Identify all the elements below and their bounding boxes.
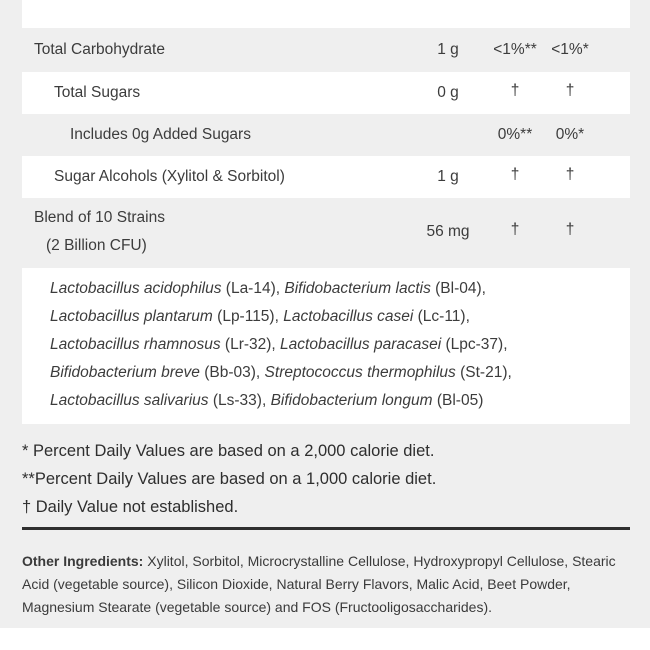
strain-name: Lactobacillus plantarum [50, 308, 213, 325]
nutrient-label: Sugar Alcohols (Xylitol & Sorbitol) [54, 168, 285, 185]
strain-line [50, 280, 486, 298]
daily-value-children: <1%** [493, 41, 537, 58]
row-added-sugars [22, 114, 630, 156]
other-ingredients-text: Xylitol, Sorbitol, Microcrystalline Cellulose, Hydroxypropyl Cellulose, Stearic Acid (vegetable source), Silicon Dioxide, Natural Berry Flavors, Malic Acid, Beet Powder, Magnesium Stearate (vegetable source) and FOS (Fructooligosaccharides). [22, 553, 616, 615]
footnote-2000-calorie: * Percent Daily Values are based on a 2,000 calorie diet. [22, 442, 435, 460]
daily-value-adults: † [565, 221, 575, 238]
daily-value-children: † [510, 221, 520, 238]
strain-code: (Lr-32), [224, 336, 276, 353]
footnote-1000-calorie: **Percent Daily Values are based on a 1,000 calorie diet. [22, 470, 437, 488]
strain-name: Bifidobacterium lactis [284, 280, 431, 297]
daily-value-adults: † [565, 166, 575, 183]
strain-code: (Lp-115), [217, 308, 279, 325]
daily-value-adults: † [565, 82, 575, 99]
strain-code: (Ls-33), [212, 392, 267, 409]
nutrient-label: Includes 0g Added Sugars [70, 126, 251, 143]
blend-cfu: (2 Billion CFU) [46, 237, 147, 254]
row-total-carbohydrate [22, 28, 630, 72]
strain-name: Lactobacillus acidophilus [50, 280, 222, 297]
daily-value-children: † [510, 166, 520, 183]
strain-line [50, 392, 483, 410]
nutrient-label: Total Sugars [54, 84, 141, 101]
nutrient-amount: 56 mg [426, 223, 470, 240]
strain-code: (Bl-05) [436, 392, 484, 409]
footnote-dagger: † Daily Value not established. [22, 498, 239, 516]
nutrient-amount: 1 g [437, 168, 459, 185]
strain-code: (La-14), [225, 280, 281, 297]
strain-code: (Lc-11), [417, 308, 470, 325]
strain-name: Bifidobacterium breve [50, 364, 200, 381]
strain-line [50, 336, 508, 354]
strain-name: Lactobacillus rhamnosus [50, 336, 221, 353]
row-sugar-alcohols [22, 156, 630, 198]
row-probiotic-blend [22, 198, 630, 268]
strain-line [50, 364, 512, 382]
strain-code: (Bb-03), [204, 364, 261, 381]
daily-value-adults: <1%* [551, 41, 589, 58]
other-ingredients-heading: Other Ingredients: [22, 553, 144, 569]
blend-name: Blend of 10 Strains [34, 209, 165, 226]
nutrient-amount: 0 g [437, 84, 459, 101]
strain-code: (St-21), [460, 364, 512, 381]
daily-value-children: 0%** [497, 126, 533, 143]
daily-value-adults: 0%* [555, 126, 585, 143]
strain-name: Lactobacillus salivarius [50, 392, 209, 409]
strain-name: Bifidobacterium longum [270, 392, 433, 409]
daily-value-children: † [510, 82, 520, 99]
nutrient-amount: 1 g [437, 41, 459, 58]
strain-list [22, 268, 630, 424]
strain-line [50, 308, 470, 326]
strain-code: (Bl-04), [435, 280, 486, 297]
nutrient-label: Total Carbohydrate [34, 41, 165, 58]
strain-name: Lactobacillus casei [283, 308, 414, 325]
other-ingredients [22, 550, 622, 619]
strain-code: (Lpc-37), [445, 336, 508, 353]
row-total-sugars [22, 72, 630, 114]
strain-name: Streptococcus thermophilus [264, 364, 456, 381]
table-top-edge [22, 0, 630, 28]
section-divider [22, 527, 630, 530]
strain-name: Lactobacillus paracasei [280, 336, 442, 353]
